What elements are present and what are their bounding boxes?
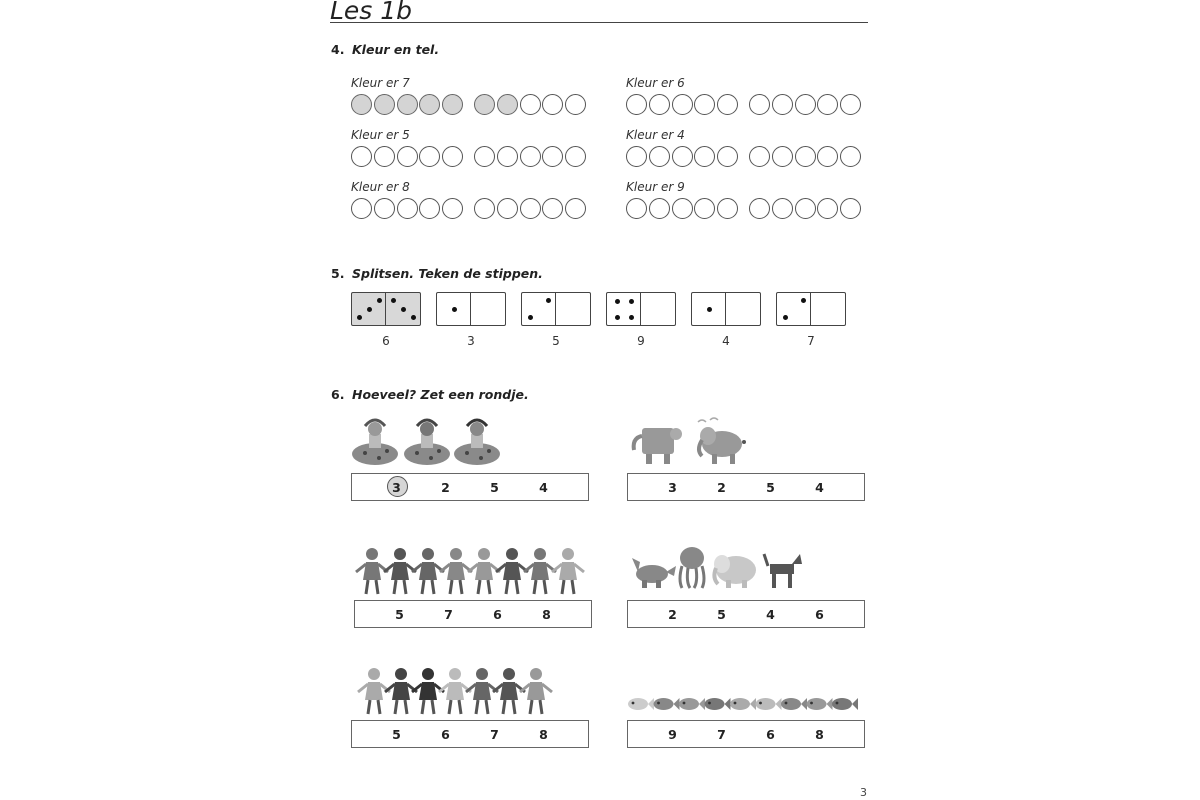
circle-row[interactable] (351, 146, 588, 167)
dog-figure (764, 554, 802, 588)
fish-figure (807, 698, 833, 710)
empty-circle[interactable] (397, 198, 418, 219)
dinosaur-figure (632, 558, 676, 588)
fish-figure (679, 698, 705, 710)
empty-circle[interactable] (542, 94, 563, 115)
answer-box (351, 473, 589, 501)
domino-dot (546, 298, 551, 303)
domino[interactable] (436, 292, 506, 326)
empty-circle[interactable] (497, 146, 518, 167)
exercise-6-title (331, 387, 529, 402)
answer-option[interactable]: 5 (766, 479, 775, 495)
answer-box (351, 720, 589, 748)
empty-circle[interactable] (520, 146, 541, 167)
domino-right-half[interactable] (641, 293, 675, 325)
answer-option[interactable]: 2 (441, 479, 450, 495)
empty-circle[interactable] (565, 146, 586, 167)
domino[interactable] (521, 292, 591, 326)
empty-circle[interactable] (717, 146, 738, 167)
domino-dot (801, 298, 806, 303)
domino[interactable] (606, 292, 676, 326)
fish-figure (756, 698, 782, 710)
illustration-girls-in-skirts (351, 416, 501, 470)
empty-circle[interactable] (817, 146, 838, 167)
empty-circle[interactable] (749, 198, 770, 219)
empty-circle[interactable] (351, 198, 372, 219)
domino-left-half[interactable] (352, 293, 386, 325)
girl-figure (352, 420, 398, 465)
domino-item-6 (776, 292, 846, 348)
kleur-label: Kleur er 6 (626, 76, 685, 90)
empty-circle[interactable] (626, 146, 647, 167)
illustration-children-holding-hands (356, 666, 566, 716)
exercise-5-number: 5. (331, 266, 345, 281)
kleur-label: Kleur er 8 (351, 180, 410, 194)
domino-dot (452, 307, 457, 312)
empty-circle[interactable] (565, 198, 586, 219)
answer-option-circled[interactable]: 3 (388, 480, 406, 495)
colored-circle[interactable] (397, 94, 418, 115)
exercise-6-number: 6. (331, 387, 345, 402)
empty-circle[interactable] (717, 94, 738, 115)
empty-circle[interactable] (717, 198, 738, 219)
exercise-4-title (331, 42, 439, 57)
kleur-item-6 (626, 180, 863, 219)
answer-box (627, 720, 865, 748)
empty-circle[interactable] (772, 94, 793, 115)
empty-circle[interactable] (672, 198, 693, 219)
answer-option[interactable]: 7 (490, 726, 499, 742)
colored-circle[interactable] (474, 94, 495, 115)
domino-dot (615, 299, 620, 304)
exercise-5-instruction: Splitsen. Teken de stippen. (352, 266, 543, 281)
colored-circle[interactable] (442, 94, 463, 115)
domino-left-half[interactable] (692, 293, 726, 325)
empty-circle[interactable] (840, 198, 861, 219)
answer-option[interactable]: 6 (815, 606, 824, 622)
domino-total: 3 (467, 334, 475, 348)
elephant-figure (699, 427, 746, 464)
colored-circle[interactable] (419, 94, 440, 115)
answer-option[interactable]: 5 (392, 726, 401, 742)
fish-figure (628, 698, 654, 710)
answer-option[interactable]: 4 (766, 606, 775, 622)
empty-circle[interactable] (672, 94, 693, 115)
answer-option[interactable]: 2 (668, 606, 677, 622)
domino-total: 4 (722, 334, 730, 348)
elephant-figure (714, 555, 756, 588)
domino-item-5 (691, 292, 761, 348)
empty-circle[interactable] (474, 146, 495, 167)
fish-figure (654, 698, 680, 710)
kleur-label: Kleur er 9 (626, 180, 685, 194)
empty-circle[interactable] (672, 146, 693, 167)
domino-item-1 (351, 292, 421, 348)
empty-circle[interactable] (817, 94, 838, 115)
empty-circle[interactable] (694, 198, 715, 219)
domino-dot (357, 315, 362, 320)
empty-circle[interactable] (542, 146, 563, 167)
kleur-item-3 (351, 128, 588, 167)
domino[interactable] (351, 292, 421, 326)
domino-item-4 (606, 292, 676, 348)
octopus-figure (680, 547, 704, 588)
empty-circle[interactable] (840, 94, 861, 115)
circle-row[interactable] (626, 198, 863, 219)
answer-option[interactable]: 9 (668, 726, 677, 742)
domino-dot (629, 299, 634, 304)
answer-option[interactable]: 3 (668, 479, 677, 495)
domino-dot (707, 307, 712, 312)
circle-row[interactable] (351, 94, 588, 115)
domino-item-3 (521, 292, 591, 348)
domino-dot (615, 315, 620, 320)
fish-figure (832, 698, 858, 710)
title-rule (330, 22, 868, 23)
answer-option[interactable]: 4 (815, 479, 824, 495)
domino-total: 7 (807, 334, 815, 348)
domino-right-half[interactable] (556, 293, 590, 325)
elephant-figure (634, 428, 682, 464)
empty-circle[interactable] (419, 198, 440, 219)
answer-option[interactable]: 2 (717, 479, 726, 495)
answer-option[interactable]: 5 (717, 606, 726, 622)
answer-option[interactable]: 8 (539, 726, 548, 742)
answer-option[interactable]: 6 (766, 726, 775, 742)
domino[interactable] (691, 292, 761, 326)
empty-circle[interactable] (374, 198, 395, 219)
domino-right-half[interactable] (811, 293, 845, 325)
answer-box (627, 473, 865, 501)
fish-figure (781, 698, 807, 710)
domino-right-half[interactable] (471, 293, 505, 325)
domino-item-2 (436, 292, 506, 348)
empty-circle[interactable] (772, 146, 793, 167)
fish-figure (705, 698, 731, 710)
illustration-children-holding-hands (354, 546, 594, 600)
answer-option[interactable]: 8 (815, 726, 824, 742)
empty-circle[interactable] (374, 146, 395, 167)
girl-figure (454, 420, 500, 465)
domino-dot (629, 315, 634, 320)
domino-dot (528, 315, 533, 320)
domino-total: 5 (552, 334, 560, 348)
answer-option[interactable]: 4 (539, 479, 548, 495)
kleur-label: Kleur er 7 (351, 76, 410, 90)
exercise-4-instruction: Kleur en tel. (352, 42, 440, 57)
empty-circle[interactable] (795, 146, 816, 167)
domino-dot (411, 315, 416, 320)
domino-left-half[interactable] (522, 293, 556, 325)
answer-option[interactable]: 7 (444, 606, 453, 622)
domino-right-half[interactable] (726, 293, 760, 325)
answer-option[interactable]: 8 (542, 606, 551, 622)
colored-circle[interactable] (497, 94, 518, 115)
empty-circle[interactable] (749, 146, 770, 167)
empty-circle[interactable] (565, 94, 586, 115)
exercise-4-number: 4. (331, 42, 345, 57)
circle-row[interactable] (626, 146, 863, 167)
empty-circle[interactable] (626, 94, 647, 115)
domino-left-half[interactable] (437, 293, 471, 325)
empty-circle[interactable] (795, 198, 816, 219)
empty-circle[interactable] (694, 146, 715, 167)
kleur-item-4 (626, 128, 863, 167)
empty-circle[interactable] (749, 94, 770, 115)
domino-total: 6 (382, 334, 390, 348)
empty-circle[interactable] (520, 198, 541, 219)
domino-left-half[interactable] (777, 293, 811, 325)
domino-dot (377, 298, 382, 303)
answer-option[interactable]: 5 (395, 606, 404, 622)
answer-option[interactable]: 7 (717, 726, 726, 742)
illustration-fish (627, 692, 867, 716)
empty-circle[interactable] (649, 146, 670, 167)
empty-circle[interactable] (520, 94, 541, 115)
exercise-5-title (331, 266, 543, 281)
domino-right-half[interactable] (386, 293, 420, 325)
empty-circle[interactable] (840, 146, 861, 167)
empty-circle[interactable] (497, 198, 518, 219)
empty-circle[interactable] (542, 198, 563, 219)
page-title: Les 1b (330, 0, 413, 25)
kleur-item-5 (351, 180, 588, 219)
bubbles (698, 418, 718, 422)
domino-dot (367, 307, 372, 312)
colored-circle[interactable] (374, 94, 395, 115)
answer-option[interactable]: 6 (493, 606, 502, 622)
page-number: 3 (860, 786, 867, 799)
domino[interactable] (776, 292, 846, 326)
circle-row[interactable] (626, 94, 863, 115)
empty-circle[interactable] (442, 198, 463, 219)
empty-circle[interactable] (419, 146, 440, 167)
illustration-animals (630, 546, 810, 592)
kleur-item-1 (351, 76, 588, 115)
domino-left-half[interactable] (607, 293, 641, 325)
empty-circle[interactable] (442, 146, 463, 167)
empty-circle[interactable] (397, 146, 418, 167)
kleur-label: Kleur er 5 (351, 128, 410, 142)
empty-circle[interactable] (772, 198, 793, 219)
domino-dot (391, 298, 396, 303)
illustration-elephants (628, 418, 758, 468)
empty-circle[interactable] (795, 94, 816, 115)
empty-circle[interactable] (649, 94, 670, 115)
empty-circle[interactable] (649, 198, 670, 219)
empty-circle[interactable] (474, 198, 495, 219)
fish-figure (730, 698, 756, 710)
answer-option[interactable]: 5 (490, 479, 499, 495)
empty-circle[interactable] (817, 198, 838, 219)
kleur-label: Kleur er 4 (626, 128, 685, 142)
girl-figure (404, 420, 450, 465)
kleur-item-2 (626, 76, 863, 115)
exercise-6-instruction: Hoeveel? Zet een rondje. (352, 387, 529, 402)
domino-dot (401, 307, 406, 312)
domino-total: 9 (637, 334, 645, 348)
answer-box (627, 600, 865, 628)
empty-circle[interactable] (626, 198, 647, 219)
empty-circle[interactable] (351, 146, 372, 167)
empty-circle[interactable] (694, 94, 715, 115)
answer-option[interactable]: 6 (441, 726, 450, 742)
circle-row[interactable] (351, 198, 588, 219)
domino-dot (783, 315, 788, 320)
colored-circle[interactable] (351, 94, 372, 115)
answer-box (354, 600, 592, 628)
